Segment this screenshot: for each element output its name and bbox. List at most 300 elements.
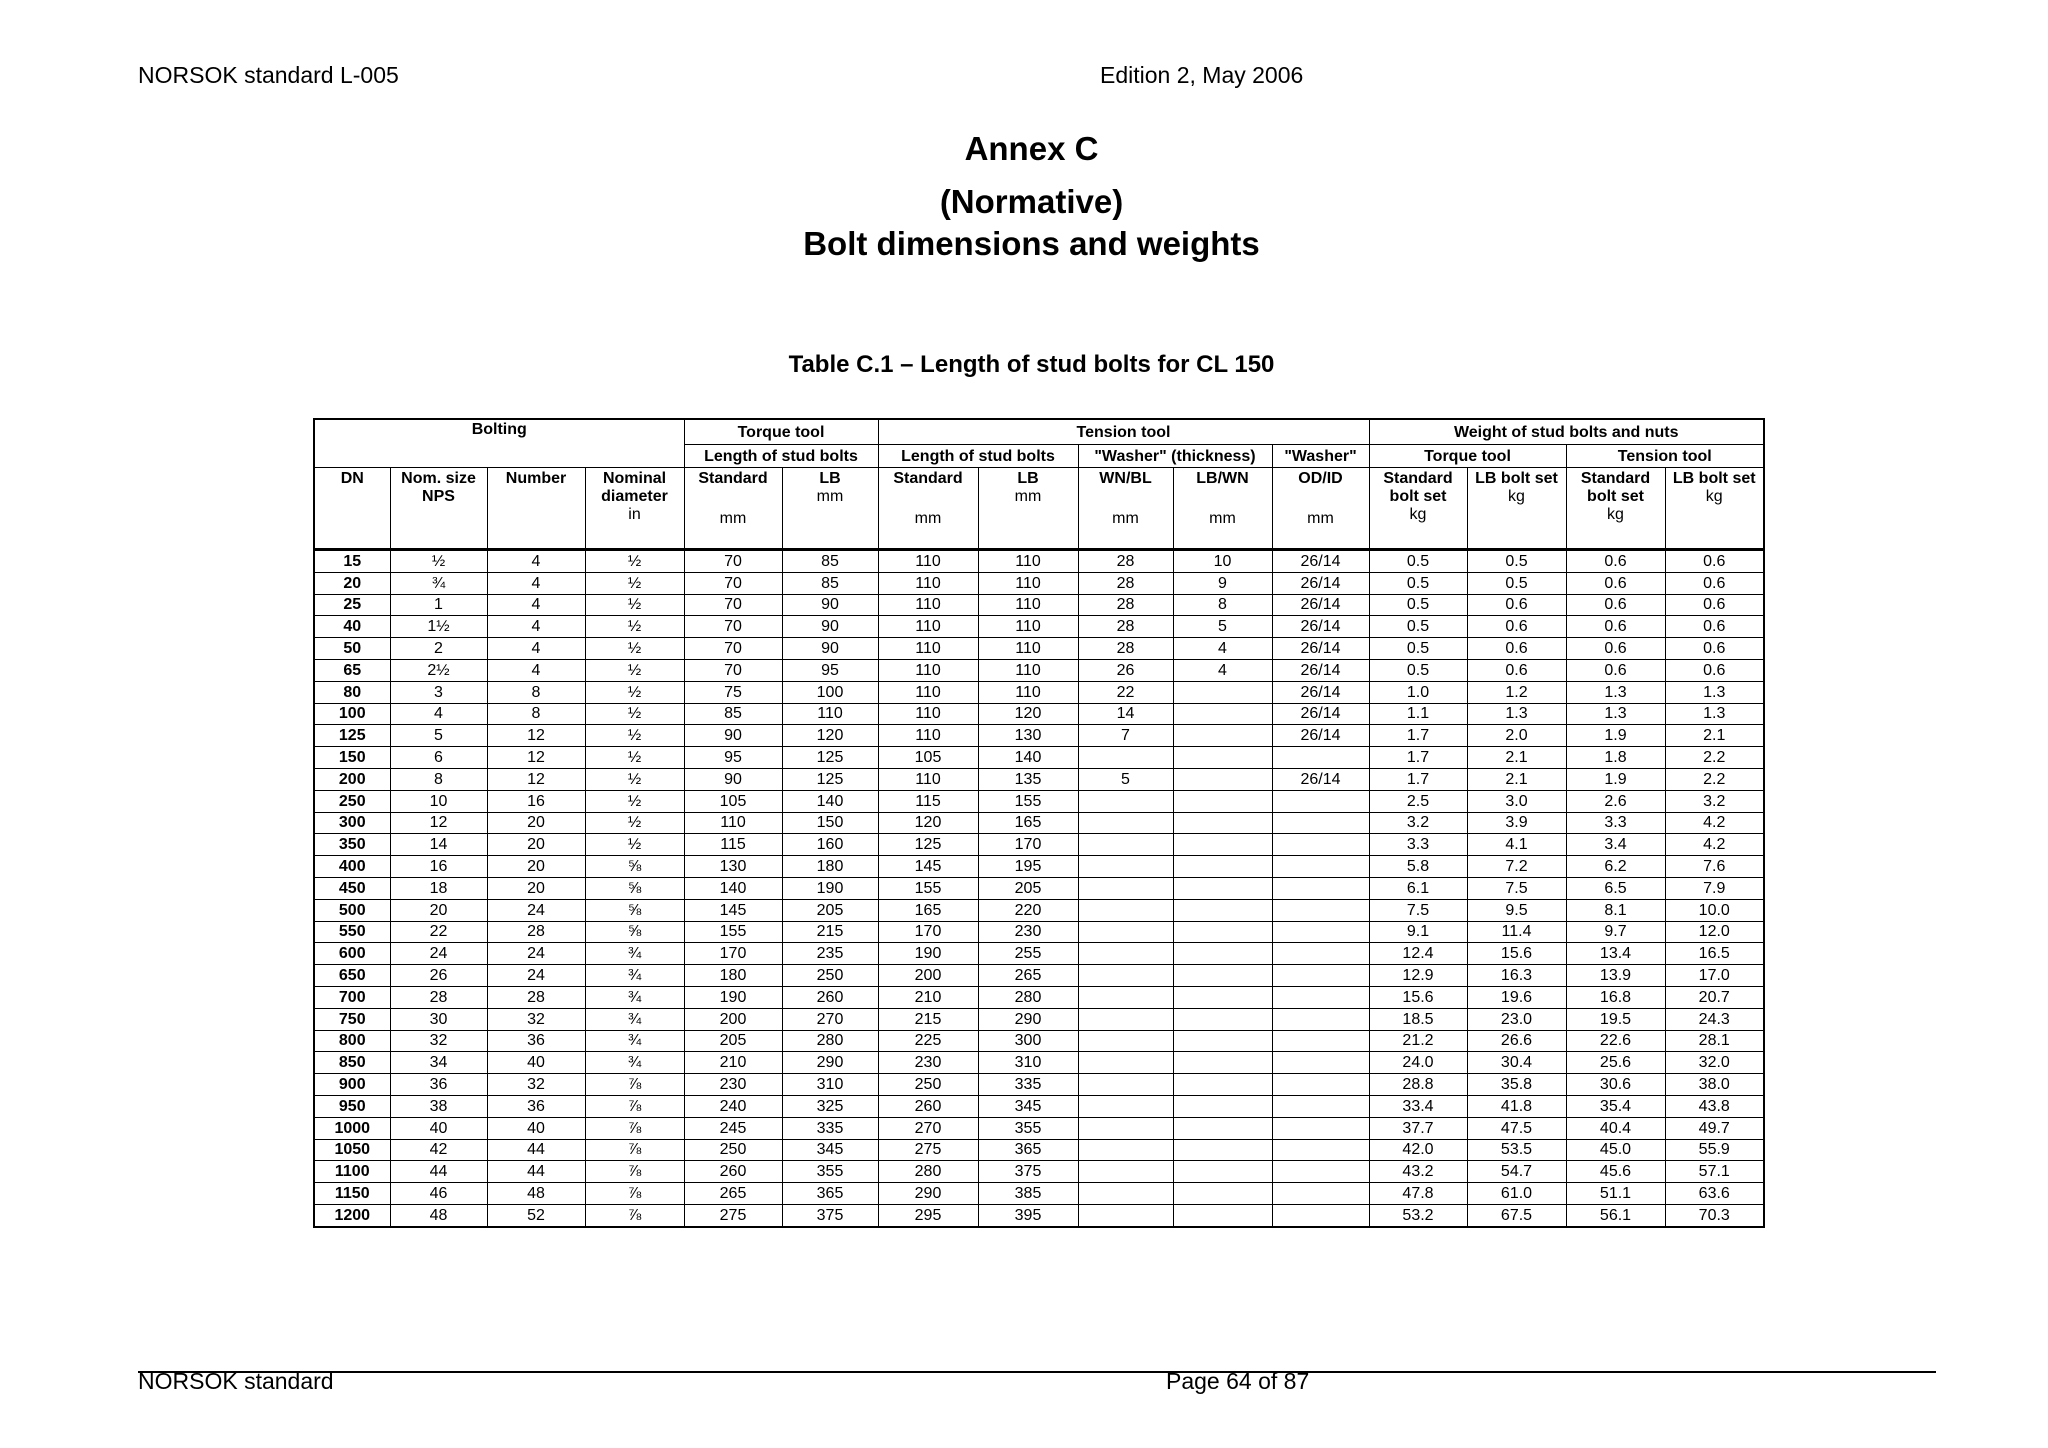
- table-cell: [1272, 1030, 1369, 1052]
- table-cell: 26/14: [1272, 659, 1369, 681]
- table-cell: 22.6: [1566, 1030, 1665, 1052]
- table-cell: 24: [390, 943, 487, 965]
- table-cell: 16.8: [1566, 986, 1665, 1008]
- table-cell: [1173, 790, 1272, 812]
- table-cell: 3.4: [1566, 834, 1665, 856]
- table-cell: [1173, 965, 1272, 987]
- table-cell: 5: [1078, 768, 1173, 790]
- table-cell: ¾: [585, 1008, 684, 1030]
- table-cell: 1: [390, 594, 487, 616]
- table-cell: 2.1: [1467, 768, 1566, 790]
- table-cell: 130: [684, 856, 782, 878]
- table-cell: 2.2: [1665, 768, 1764, 790]
- cell-dn: 50: [314, 638, 390, 660]
- table-cell: 85: [782, 572, 878, 594]
- table-cell: 110: [878, 681, 978, 703]
- table-cell: 110: [878, 725, 978, 747]
- table-cell: 28: [1078, 638, 1173, 660]
- table-cell: 19.6: [1467, 986, 1566, 1008]
- table-cell: 1.7: [1369, 768, 1467, 790]
- cell-dn: 750: [314, 1008, 390, 1030]
- table-cell: ⅝: [585, 921, 684, 943]
- table-row: [314, 899, 1764, 921]
- col-wnbl: WN/BL mm: [1078, 468, 1173, 550]
- table-cell: 36: [487, 1030, 585, 1052]
- table-cell: 47.8: [1369, 1183, 1467, 1205]
- table-cell: 0.6: [1566, 659, 1665, 681]
- table-cell: 44: [487, 1161, 585, 1183]
- table-row: [314, 856, 1764, 878]
- table-cell: 260: [684, 1161, 782, 1183]
- table-cell: 20: [487, 834, 585, 856]
- table-cell: [1272, 1117, 1369, 1139]
- cell-dn: 15: [314, 550, 390, 573]
- table-cell: 295: [878, 1204, 978, 1226]
- table-cell: 30.4: [1467, 1052, 1566, 1074]
- table-cell: 225: [878, 1030, 978, 1052]
- table-cell: 16.5: [1665, 943, 1764, 965]
- table-cell: 32.0: [1665, 1052, 1764, 1074]
- table-cell: 0.6: [1665, 550, 1764, 573]
- table-cell: 1.7: [1369, 725, 1467, 747]
- table-cell: [1173, 921, 1272, 943]
- table-cell: ½: [585, 616, 684, 638]
- table-cell: 375: [782, 1204, 878, 1226]
- table-cell: 120: [782, 725, 878, 747]
- table-cell: [1272, 965, 1369, 987]
- table-cell: ½: [585, 834, 684, 856]
- table-cell: 215: [782, 921, 878, 943]
- table-cell: 56.1: [1566, 1204, 1665, 1226]
- table-cell: 345: [978, 1095, 1078, 1117]
- table-cell: 4.1: [1467, 834, 1566, 856]
- table-cell: 190: [684, 986, 782, 1008]
- table-cell: ¾: [585, 965, 684, 987]
- table-cell: [1078, 1030, 1173, 1052]
- table-cell: [1272, 1139, 1369, 1161]
- table-cell: [1272, 986, 1369, 1008]
- table-cell: ¾: [390, 572, 487, 594]
- col-nominal-diameter: Nominal diameter in: [585, 468, 684, 550]
- table-cell: [1078, 856, 1173, 878]
- table-cell: 90: [782, 594, 878, 616]
- table-cell: 28: [1078, 550, 1173, 573]
- table-cell: 165: [978, 812, 1078, 834]
- table-cell: [1078, 1095, 1173, 1117]
- table-cell: 20: [487, 877, 585, 899]
- table-cell: [1078, 747, 1173, 769]
- table-cell: 155: [684, 921, 782, 943]
- table-cell: 6.2: [1566, 856, 1665, 878]
- table-cell: 265: [684, 1183, 782, 1205]
- table-cell: 230: [684, 1074, 782, 1096]
- table-cell: 0.5: [1369, 638, 1467, 660]
- table-cell: 110: [878, 594, 978, 616]
- table-cell: 9.1: [1369, 921, 1467, 943]
- table-cell: 9.7: [1566, 921, 1665, 943]
- table-cell: [1078, 1183, 1173, 1205]
- table-cell: 10: [390, 790, 487, 812]
- table-cell: 250: [878, 1074, 978, 1096]
- table-cell: 42: [390, 1139, 487, 1161]
- table-cell: ⅞: [585, 1161, 684, 1183]
- cell-dn: 850: [314, 1052, 390, 1074]
- table-row: [314, 986, 1764, 1008]
- table-cell: ⅞: [585, 1139, 684, 1161]
- table-cell: 275: [878, 1139, 978, 1161]
- table-cell: 125: [878, 834, 978, 856]
- table-cell: 95: [782, 659, 878, 681]
- table-cell: 3.9: [1467, 812, 1566, 834]
- group-torque-tool: Torque tool: [684, 419, 878, 445]
- table-cell: 30.6: [1566, 1074, 1665, 1096]
- table-cell: 210: [684, 1052, 782, 1074]
- table-cell: 385: [978, 1183, 1078, 1205]
- table-cell: 345: [782, 1139, 878, 1161]
- table-cell: 110: [684, 812, 782, 834]
- table-cell: 290: [978, 1008, 1078, 1030]
- table-cell: 0.6: [1665, 594, 1764, 616]
- table-cell: 170: [684, 943, 782, 965]
- table-cell: [1173, 986, 1272, 1008]
- table-cell: 34: [390, 1052, 487, 1074]
- table-cell: 4: [1173, 638, 1272, 660]
- annex-title: Annex C: [964, 130, 1099, 167]
- table-cell: [1078, 943, 1173, 965]
- cell-dn: 200: [314, 768, 390, 790]
- table-cell: 4: [487, 572, 585, 594]
- table-cell: 41.8: [1467, 1095, 1566, 1117]
- table-cell: 40: [487, 1052, 585, 1074]
- table-cell: 4: [487, 659, 585, 681]
- table-cell: 210: [878, 986, 978, 1008]
- table-cell: 270: [782, 1008, 878, 1030]
- table-cell: 3.3: [1566, 812, 1665, 834]
- table-cell: 46: [390, 1183, 487, 1205]
- table-cell: 0.6: [1467, 659, 1566, 681]
- table-cell: [1078, 1161, 1173, 1183]
- table-cell: 280: [978, 986, 1078, 1008]
- table-row: [314, 1183, 1764, 1205]
- table-cell: [1173, 1161, 1272, 1183]
- table-cell: 250: [782, 965, 878, 987]
- table-row: [314, 1052, 1764, 1074]
- table-cell: [1272, 921, 1369, 943]
- subgroup-weight-tension: Tension tool: [1566, 445, 1764, 468]
- table-cell: 0.6: [1467, 616, 1566, 638]
- table-cell: ¾: [585, 943, 684, 965]
- table-cell: 240: [684, 1095, 782, 1117]
- table-cell: [1078, 834, 1173, 856]
- cell-dn: 800: [314, 1030, 390, 1052]
- table-cell: 48: [390, 1204, 487, 1226]
- table-row: [314, 1008, 1764, 1030]
- table-cell: [1272, 1008, 1369, 1030]
- table-cell: [1173, 1074, 1272, 1096]
- table-cell: 35.8: [1467, 1074, 1566, 1096]
- table-cell: [1173, 1117, 1272, 1139]
- table-cell: 230: [878, 1052, 978, 1074]
- table-cell: 0.5: [1369, 616, 1467, 638]
- table-cell: 7.5: [1467, 877, 1566, 899]
- table-cell: 0.5: [1467, 550, 1566, 573]
- table-cell: ⅝: [585, 877, 684, 899]
- table-cell: 61.0: [1467, 1183, 1566, 1205]
- table-cell: 28: [1078, 594, 1173, 616]
- table-cell: 1.2: [1467, 681, 1566, 703]
- table-cell: 135: [978, 768, 1078, 790]
- table-row: [314, 659, 1764, 681]
- table-cell: 70.3: [1665, 1204, 1764, 1226]
- table-cell: 335: [978, 1074, 1078, 1096]
- table-row: [314, 834, 1764, 856]
- table-cell: 8: [390, 768, 487, 790]
- table-cell: 1.1: [1369, 703, 1467, 725]
- table-cell: 155: [878, 877, 978, 899]
- group-weight: Weight of stud bolts and nuts: [1369, 419, 1764, 445]
- cell-dn: 600: [314, 943, 390, 965]
- cell-dn: 1200: [314, 1204, 390, 1226]
- table-cell: [1078, 1139, 1173, 1161]
- table-cell: 90: [782, 638, 878, 660]
- table-cell: 2.6: [1566, 790, 1665, 812]
- table-cell: 36: [487, 1095, 585, 1117]
- table-cell: [1078, 1117, 1173, 1139]
- table-cell: 1½: [390, 616, 487, 638]
- table-row: [314, 768, 1764, 790]
- table-cell: 300: [978, 1030, 1078, 1052]
- table-cell: 0.6: [1566, 572, 1665, 594]
- cell-dn: 40: [314, 616, 390, 638]
- col-weight-tension-standard: Standard bolt set kg: [1566, 468, 1665, 550]
- table-row: [314, 877, 1764, 899]
- table-cell: 100: [782, 681, 878, 703]
- table-cell: 2.1: [1467, 747, 1566, 769]
- table-row: [314, 594, 1764, 616]
- cell-dn: 125: [314, 725, 390, 747]
- table-cell: 105: [878, 747, 978, 769]
- table-cell: 26/14: [1272, 616, 1369, 638]
- cell-dn: 20: [314, 572, 390, 594]
- table-cell: 12.9: [1369, 965, 1467, 987]
- table-cell: 120: [878, 812, 978, 834]
- table-cell: 38: [390, 1095, 487, 1117]
- col-dn: DN: [314, 468, 390, 550]
- table-cell: 200: [878, 965, 978, 987]
- table-cell: 32: [487, 1074, 585, 1096]
- table-caption: Table C.1 – Length of stud bolts for CL 150: [788, 351, 1275, 378]
- table-row: [314, 1030, 1764, 1052]
- table-cell: 3.0: [1467, 790, 1566, 812]
- table-cell: ⅞: [585, 1183, 684, 1205]
- table-cell: 4: [487, 616, 585, 638]
- table-cell: 26/14: [1272, 725, 1369, 747]
- table-cell: 14: [390, 834, 487, 856]
- cell-dn: 700: [314, 986, 390, 1008]
- col-nom-size: Nom. size NPS: [390, 468, 487, 550]
- table-row: [314, 1074, 1764, 1096]
- table-cell: 26.6: [1467, 1030, 1566, 1052]
- table-cell: 28: [487, 986, 585, 1008]
- table-cell: [1173, 703, 1272, 725]
- bolt-length-table: [313, 418, 1765, 1228]
- table-row: [314, 1139, 1764, 1161]
- table-cell: 145: [878, 856, 978, 878]
- table-cell: 36: [390, 1074, 487, 1096]
- table-cell: 26/14: [1272, 768, 1369, 790]
- table-cell: 395: [978, 1204, 1078, 1226]
- table-cell: 28.8: [1369, 1074, 1467, 1096]
- table-row: [314, 550, 1764, 573]
- table-cell: 4.2: [1665, 834, 1764, 856]
- table-cell: 0.5: [1369, 594, 1467, 616]
- annex-subject: Bolt dimensions and weights: [803, 225, 1260, 262]
- table-cell: 70: [684, 594, 782, 616]
- table-cell: 110: [878, 616, 978, 638]
- table-row: [314, 703, 1764, 725]
- table-cell: ½: [585, 747, 684, 769]
- cell-dn: 950: [314, 1095, 390, 1117]
- table-cell: 270: [878, 1117, 978, 1139]
- cell-dn: 65: [314, 659, 390, 681]
- table-cell: 3.2: [1665, 790, 1764, 812]
- table-cell: 25.6: [1566, 1052, 1665, 1074]
- table-cell: 365: [978, 1139, 1078, 1161]
- table-cell: 230: [978, 921, 1078, 943]
- table-cell: 40.4: [1566, 1117, 1665, 1139]
- table-cell: 21.2: [1369, 1030, 1467, 1052]
- table-cell: 110: [978, 616, 1078, 638]
- table-cell: 1.0: [1369, 681, 1467, 703]
- table-cell: 8: [1173, 594, 1272, 616]
- table-cell: 95: [684, 747, 782, 769]
- table-cell: 130: [978, 725, 1078, 747]
- table-cell: 355: [978, 1117, 1078, 1139]
- table-cell: 1.3: [1467, 703, 1566, 725]
- table-cell: 6.5: [1566, 877, 1665, 899]
- table-cell: 26/14: [1272, 681, 1369, 703]
- table-cell: 20: [390, 899, 487, 921]
- table-cell: 8: [487, 681, 585, 703]
- table-cell: 1.3: [1566, 703, 1665, 725]
- col-lbwn: LB/WN mm: [1173, 468, 1272, 550]
- header-edition: Edition 2, May 2006: [1100, 62, 1304, 88]
- col-torque-standard: Standard mm: [684, 468, 782, 550]
- table-cell: 265: [978, 965, 1078, 987]
- table-cell: 7.6: [1665, 856, 1764, 878]
- table-cell: [1272, 1052, 1369, 1074]
- table-cell: [1272, 747, 1369, 769]
- table-cell: 9.5: [1467, 899, 1566, 921]
- table-cell: 1.9: [1566, 725, 1665, 747]
- table-cell: 38.0: [1665, 1074, 1764, 1096]
- table-cell: 5.8: [1369, 856, 1467, 878]
- col-tension-lb: LB mm: [978, 468, 1078, 550]
- cell-dn: 1100: [314, 1161, 390, 1183]
- table-cell: 8.1: [1566, 899, 1665, 921]
- table-cell: [1173, 812, 1272, 834]
- table-cell: [1272, 899, 1369, 921]
- table-cell: 110: [978, 638, 1078, 660]
- table-cell: 70: [684, 572, 782, 594]
- table-cell: [1173, 1008, 1272, 1030]
- table-row: [314, 1204, 1764, 1226]
- table-cell: 310: [978, 1052, 1078, 1074]
- table-cell: [1173, 856, 1272, 878]
- table-cell: 30: [390, 1008, 487, 1030]
- table-cell: [1173, 747, 1272, 769]
- table-cell: 115: [684, 834, 782, 856]
- table-cell: [1272, 812, 1369, 834]
- table-cell: 235: [782, 943, 878, 965]
- table-cell: [1078, 1008, 1173, 1030]
- table-cell: 0.5: [1369, 572, 1467, 594]
- table-cell: 44: [487, 1139, 585, 1161]
- table-cell: 13.9: [1566, 965, 1665, 987]
- table-cell: 195: [978, 856, 1078, 878]
- table-cell: ½: [585, 550, 684, 573]
- table-cell: 290: [782, 1052, 878, 1074]
- table-cell: ½: [585, 594, 684, 616]
- table-cell: [1173, 1183, 1272, 1205]
- table-cell: 110: [978, 681, 1078, 703]
- table-cell: [1173, 1095, 1272, 1117]
- table-row: [314, 681, 1764, 703]
- table-cell: [1272, 877, 1369, 899]
- table-row: [314, 638, 1764, 660]
- table-cell: [1272, 1204, 1369, 1226]
- group-tension-tool: Tension tool: [878, 419, 1369, 445]
- table-cell: 365: [782, 1183, 878, 1205]
- subgroup-washer-thickness: "Washer" (thickness): [1078, 445, 1272, 468]
- table-row: [314, 747, 1764, 769]
- table-cell: 26/14: [1272, 703, 1369, 725]
- table-cell: 1.8: [1566, 747, 1665, 769]
- table-cell: 44: [390, 1161, 487, 1183]
- table-cell: 110: [878, 659, 978, 681]
- table-cell: 155: [978, 790, 1078, 812]
- table-cell: 19.5: [1566, 1008, 1665, 1030]
- table-cell: [1078, 1074, 1173, 1096]
- table-cell: ⅞: [585, 1117, 684, 1139]
- table-cell: [1173, 768, 1272, 790]
- table-cell: 2: [390, 638, 487, 660]
- table-cell: 0.6: [1566, 550, 1665, 573]
- table-cell: 13.4: [1566, 943, 1665, 965]
- table-cell: 28.1: [1665, 1030, 1764, 1052]
- table-cell: 140: [684, 877, 782, 899]
- table-cell: ½: [585, 768, 684, 790]
- table-cell: [1272, 1095, 1369, 1117]
- table-cell: [1078, 965, 1173, 987]
- table-cell: [1272, 1183, 1369, 1205]
- table-cell: 49.7: [1665, 1117, 1764, 1139]
- subgroup-weight-torque: Torque tool: [1369, 445, 1566, 468]
- table-cell: 90: [684, 725, 782, 747]
- table-cell: 6: [390, 747, 487, 769]
- table-cell: 180: [684, 965, 782, 987]
- table-cell: 110: [878, 572, 978, 594]
- table-cell: 110: [978, 594, 1078, 616]
- subgroup-washer: "Washer": [1272, 445, 1369, 468]
- table-cell: ¾: [585, 1030, 684, 1052]
- table-cell: 0.5: [1369, 659, 1467, 681]
- table-cell: 11.4: [1467, 921, 1566, 943]
- table-cell: ½: [585, 659, 684, 681]
- subgroup-tension-length: Length of stud bolts: [878, 445, 1078, 468]
- table-cell: 205: [978, 877, 1078, 899]
- table-cell: 275: [684, 1204, 782, 1226]
